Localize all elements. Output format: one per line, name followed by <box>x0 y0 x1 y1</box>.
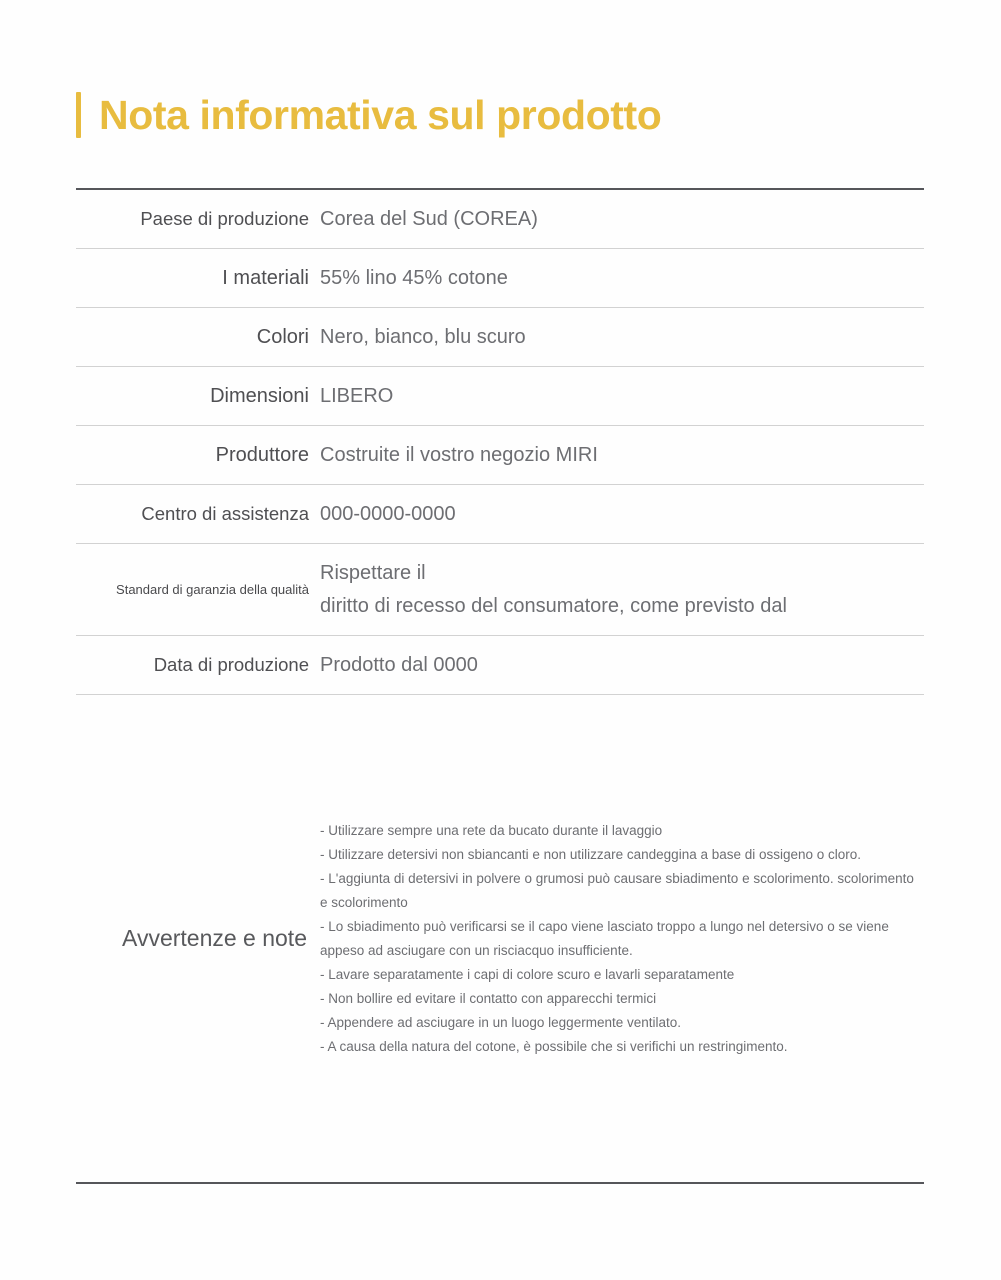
list-item: - Lo sbiadimento può verificarsi se il capo viene lasciato troppo a lungo nel detersivo o se viene appeso ad asciugare con un risciacquo insufficiente. <box>320 918 889 958</box>
product-info-table <box>76 188 924 1184</box>
list-item: - Non bollire ed evitare il contatto con apparecchi termici <box>320 990 657 1006</box>
table-row-notes <box>76 695 924 1182</box>
row-label: Standard di garanzia della qualità <box>116 581 309 597</box>
notes-list <box>315 819 924 1059</box>
row-label: Data di produzione <box>153 653 309 675</box>
row-value: Prodotto dal 0000 <box>320 653 478 676</box>
table-row <box>76 636 924 695</box>
table-row <box>76 249 924 308</box>
list-item: - Appendere ad asciugare in un luogo leggermente ventilato. <box>320 1014 681 1030</box>
row-value: Costruite il vostro negozio MIRI <box>320 443 598 466</box>
row-value: Nero, bianco, blu scuro <box>320 325 526 348</box>
page-title <box>76 92 661 138</box>
row-label: Colori <box>256 326 309 348</box>
row-value: 000-0000-0000 <box>320 502 456 525</box>
row-label: Dimensioni <box>210 385 309 407</box>
row-value: Corea del Sud (COREA) <box>320 207 538 230</box>
table-row <box>76 308 924 367</box>
row-label: Avvertenze e note <box>122 924 307 951</box>
list-item: - A causa della natura del cotone, è possibile che si verifichi un restringimento. <box>320 1038 788 1054</box>
table-row <box>76 190 924 249</box>
title-accent-bar <box>76 92 81 138</box>
list-item: - L'aggiunta di detersivi in polvere o grumosi può causare sbiadimento e scolorimento. scolorimento e scolorimento <box>320 870 914 910</box>
table-row <box>76 544 924 636</box>
row-value-line: Rispettare il <box>320 561 426 584</box>
row-label: Centro di assistenza <box>141 502 309 524</box>
page-title-text: Nota informativa sul prodotto <box>99 91 662 138</box>
table-row <box>76 426 924 485</box>
row-value: LIBERO <box>320 384 394 407</box>
table-row <box>76 367 924 426</box>
row-label: I materiali <box>222 267 309 289</box>
table-row <box>76 485 924 544</box>
row-value <box>315 557 924 623</box>
row-value: 55% lino 45% cotone <box>320 266 508 289</box>
row-label: Produttore <box>215 444 309 466</box>
list-item: - Lavare separatamente i capi di colore scuro e lavarli separatamente <box>320 966 735 982</box>
list-item: - Utilizzare sempre una rete da bucato durante il lavaggio <box>320 822 663 838</box>
row-label: Paese di produzione <box>140 207 309 229</box>
list-item: - Utilizzare detersivi non sbiancanti e non utilizzare candeggina a base di ossigeno o cloro. <box>320 846 862 862</box>
row-value-line: diritto di recesso del consumatore, come previsto dal <box>320 594 787 617</box>
